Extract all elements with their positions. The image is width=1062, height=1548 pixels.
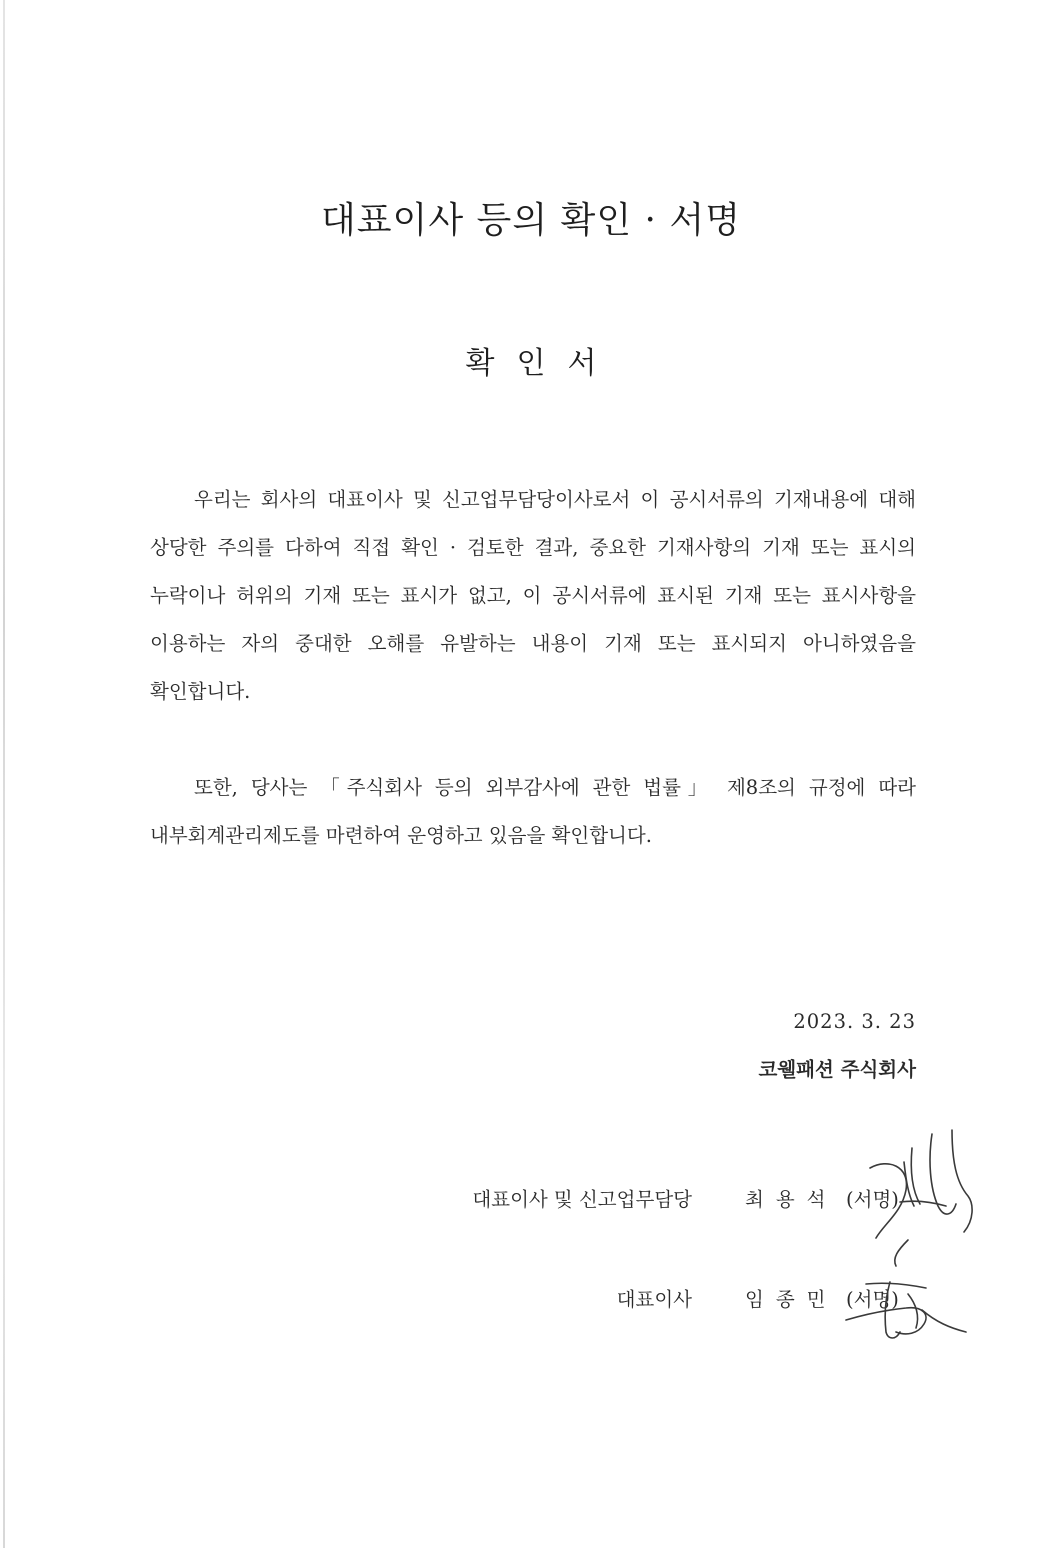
signatory-1-name: 최용석 [745,1188,838,1211]
handwritten-signature-2 [826,1236,976,1356]
signatory-2-title: 대표이사 [616,1288,692,1311]
signatory-2-name: 임종민 [745,1288,838,1311]
signatory-1-sign-mark: (서명) [846,1188,899,1211]
handwritten-signature-1 [840,1120,980,1250]
confirmation-paragraph: 우리는 회사의 대표이사 및 신고업무담당이사로서 이 공시서류의 기재내용에 대해 상당한 주의를 다하여 직접 확인 · 검토한 결과, 중요한 기재사항의 기재 또는 표시의 누락이나 허위의 기재 또는 표시가 없고, 이 공시서류에 표시된 기재 또는 표시사항을 이용하는 자의 중대한 오해를 유발하는 내용이 기재 또는 표시되지 아니하였음을 확인합니다. [150,487,916,703]
document-date: 2023. 3. 23 [793,1010,916,1033]
document-main-title: 대표이사 등의 확인 · 서명 [321,200,741,241]
company-name: 코웰패션 주식회사 [758,1058,916,1081]
internal-control-paragraph: 또한, 당사는 「주식회사 등의 외부감사에 관한 법률」 제8조의 규정에 따라 내부회계관리제도를 마련하여 운영하고 있음을 확인합니다. [150,775,916,847]
signatory-2-sign-mark: (서명) [846,1288,899,1311]
signatory-1-title: 대표이사 및 신고업무담당 [472,1188,692,1211]
document-sub-title: 확인서 [465,346,619,381]
